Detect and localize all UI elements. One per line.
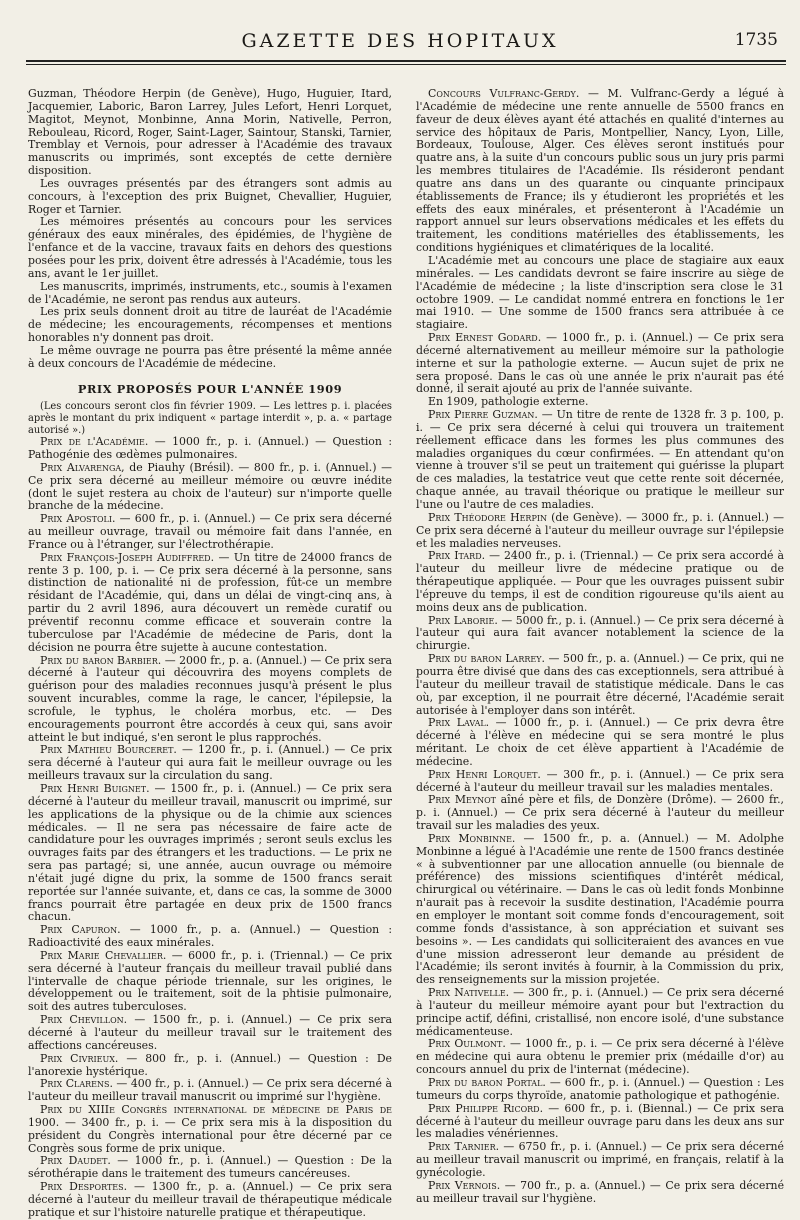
prize-text: — 300 fr., p. i. (Annuel.) — Ce prix sera décerné à l'auteur du meilleur mémoire ayant pour but l'extraction du principe actif, défini, cristallisé, non encore isolé, d'une substance médicamenteuse. bbox=[416, 986, 784, 1038]
prize-name: Prix Chevillon. bbox=[40, 1013, 128, 1027]
prize-text: — Un titre de rente de 1328 fr. 3 p. 100, p. i. — Ce prix sera décerné à celui qui trouvera un traitement réellement efficace dans les formes les plus communes des maladies organiques du cœur confirmées. — En attendant qu'on vienne à trouver s'il se peut un traitement qui guérisse la plupart de ces maladies, la testatrice veut que cette rente soit décernée, chaque année, au travail théorique ou pratique le meilleur sur l'une ou l'autre de ces maladies. bbox=[416, 408, 784, 511]
prize-name: Prix Desportes. bbox=[40, 1180, 128, 1194]
prize-list-left bbox=[28, 436, 392, 1219]
journal-title: GAZETTE DES HOPITAUX bbox=[241, 30, 559, 52]
prize-entry bbox=[28, 462, 392, 513]
prize-text: — 500 fr., p. a. (Annuel.) — Ce prix, qui ne pourra être divisé que dans des cas exceptionnels, sera attribué à l'auteur du meilleur travail de statistique médicale. Dans le cas où, par exception, il ne pourrait être décerné, l'Académie serait autorisée à l'employer dans son intérêt. bbox=[416, 652, 784, 717]
prize-entry bbox=[416, 1038, 784, 1077]
prize-list-right bbox=[416, 88, 784, 1205]
prize-text: — Un titre de 24000 francs de rente 3 p. 100, p. i. — Ce prix sera décerné à la personne, sans distinction de nationalité ni de profession, fût-ce un membre résidant de l'Académie, qui, dans un délai de vingt-cinq ans, à partir du 2 avril 1896, aura découvert un remède curatif ou préventif reconnu comme efficace et souverain contre la tuberculose par l'Académie de médecine de Paris, dont la décision ne pourra être sujette à aucune contestation. bbox=[28, 550, 392, 654]
paragraph: Guzman, Théodore Herpin (de Genève), Hugo, Huguier, Itard, Jacquemier, Laboric, Baron Larrey, Jules Lefort, Henri Lorquet, Magitot, Meynot, Monbinne, Anna Morin, Nativelle, Perron, Rebouleau, Ricord, Roger, Saint-Lager, Saintour, Stanski, Tarnier, Tremblay et Vernois, pour adresser à l'Académie des travaux manuscrits ou imprimés, sont exceptés de cette dernière disposition. bbox=[28, 87, 392, 178]
prize-entry bbox=[28, 1053, 392, 1079]
section-title: PRIX PROPOSÉS POUR L'ANNÉE 1909 bbox=[77, 381, 343, 396]
prize-text: (de Genève). — 3000 fr., p. i. (Annuel.) — Ce prix sera décerné à l'auteur du meilleur ouvrage sur l'épilepsie et les maladies nerveuses. bbox=[416, 510, 784, 550]
prize-text: — 6000 fr., p. i. (Triennal.) — Ce prix sera décerné à l'auteur français du meilleur travail publié dans l'intervalle de chaque période triennale, sur les origines, le développement ou le traitement, soit de la phtisie pulmonaire, soit des autres tuberculoses. bbox=[28, 948, 393, 1014]
paragraph: Les mémoires présentés au concours pour les services généraux des eaux minérales, des épidémies, de l'hygiène de l'enfance et de la vaccine, travaux faits en dehors des questions posées pour les prix, doivent être adressés à l'Académie, tous les ans, avant le 1er juillet. bbox=[28, 215, 392, 280]
prize-entry bbox=[28, 744, 392, 783]
prize-text: — 300 fr., p. i. (Annuel.) — Ce prix sera décerné à l'auteur du meilleur travail sur les maladies mentales. bbox=[416, 767, 785, 794]
prize-text: — 1500 fr., p. i. (Annuel.) — Ce prix sera décerné à l'auteur du meilleur travail, manuscrit ou imprimé, sur les applications de la physique ou de la chimie aux sciences médicales. — Il ne sera pas nécessaire de faire acte de candidature pour les ouvrages imprimés ; seront seuls exclus les ouvrages faits par des étrangers et les traductions. — Le prix ne sera pas partagé; si, une année, aucun ouvrage ou mémoire n'était jugé digne du prix, la somme de 1500 francs serait reportée sur l'année suivante, et, dans ce cas, la somme de 3000 francs pourrait être partagée en deux prix de 1500 francs chacun. bbox=[28, 781, 392, 924]
prize-name: Prix Pierre Guzman. bbox=[428, 408, 538, 422]
prize-text: — 2000 fr., p. a. (Annuel.) — Ce prix sera décerné à l'auteur qui découvrira des moyens complets de guérison pour des maladies reconnues jusqu'à présent le plus souvent incurables, comme la rage, le cancer, l'épilepsie, la scrofule, le typhus, le choléra morbus, etc. — Des encouragements pourront être accordés à ceux qui, sans avoir atteint le but indiqué, s'en seront le plus rapprochés. bbox=[28, 653, 392, 744]
paragraph: Le même ouvrage ne pourra pas être présenté la même année à deux concours de l'Académie de médecine. bbox=[28, 343, 392, 370]
prize-text: — 1000 fr., p. i. (Annuel.) — Ce prix sera décerné alternativement au meilleur mémoire sur la pathologie interne et sur la pathologie externe. — Aucun sujet de prix ne sera proposé. Dans le cas où une année le prix n'aurait pas été donné, il serait ajouté au prix de l'année suivante. bbox=[416, 331, 784, 396]
prize-text: — 600 fr., p. i. (Annuel.) — Question : Les tumeurs du corps thyroïde, anatomie pathologique et pathogénie. bbox=[416, 1075, 784, 1102]
prize-entry bbox=[28, 783, 392, 924]
prize-text: — 600 fr., p. i. (Annuel.) — Ce prix sera décerné au meilleur ouvrage, travail ou mémoire fait dans l'année, en France ou à l'étranger, sur l'électrothérapie. bbox=[28, 512, 392, 551]
prize-name: Prix Clarens. bbox=[40, 1077, 113, 1091]
paragraph: Les manuscrits, imprimés, instruments, etc., soumis à l'examen de l'Académie, ne seront pas rendus aux auteurs. bbox=[28, 279, 392, 306]
prize-entry bbox=[416, 1180, 784, 1206]
prize-name: Prix Ernest Godard. bbox=[428, 331, 542, 345]
prize-name: Prix Civrieux. bbox=[40, 1051, 119, 1065]
prize-name: Prix Capuron. bbox=[40, 923, 121, 937]
prize-text: — 1000 fr., p. i. (Annuel.) — Question : Pathogénie des œdèmes pulmonaires. bbox=[28, 435, 392, 462]
prize-name: Prix Vernois. bbox=[428, 1178, 501, 1192]
prize-entry bbox=[28, 1014, 392, 1053]
paragraph: Les prix seuls donnent droit au titre de lauréat de l'Académie de médecine; les encouragements, récompenses et mentions honorables n'y donnent pas droit. bbox=[28, 305, 392, 345]
prize-entry bbox=[28, 1155, 392, 1181]
prize-text: — 1000 fr., p. i. — Ce prix sera décerné à l'élève en médecine qui aura obtenu le premier prix (médaille d'or) au concours annuel du prix de l'internat (médecine). bbox=[416, 1037, 784, 1077]
prize-text: aîné père et fils, de Donzère (Drôme). — 2600 fr., p. i. (Annuel.) — Ce prix sera décerné à l'auteur du meilleur travail sur les maladies des yeux. bbox=[416, 793, 784, 833]
left-column bbox=[28, 88, 392, 1220]
prize-entry bbox=[416, 1141, 784, 1180]
prize-text: — M. Vulfranc-Gerdy a légué à l'Académie de médecine une rente annuelle de 5500 francs en faveur de deux élèves ayant été attachés en qualité d'internes au service des hôpitaux de Paris, Montpellier, Nancy, Lyon, Lille, Bordeaux, Toulouse, Alger. Ces élèves seront institués pour quatre ans, à la suite d'un concours public sous un jury pris parmi les membres titulaires de l'Académie. Ils résideront pendant quatre ans dans un des quarante ou cinquante principaux établissements de France; ils y étudieront les propriétés et les effets des eaux minérales, et présenteront à l'Académie un rapport annuel sur leurs observations médicales et les effets du traitement, les conditions matérielles des établissements, les conditions hygiéniques et climatériques de la localité. bbox=[416, 87, 784, 255]
prize-entry bbox=[416, 1077, 784, 1103]
prize-name: Prix Henri Buignet. bbox=[40, 781, 150, 795]
prize-text: — 1000 fr., p. i. (Annuel.) — Ce prix devra être décerné à l'élève en médecine qui se sera montré le plus méritant. Le choix de cet élève appartient à l'Académie de médecine. bbox=[416, 716, 784, 768]
prize-name: Prix Tarnier. bbox=[428, 1140, 500, 1154]
prize-text: — 1300 fr., p. a. (Annuel.) — Ce prix sera décerné à l'auteur du meilleur travail de thérapeutique médicale pratique et sur l'histoire naturelle pratique et thérapeutique. bbox=[28, 1180, 393, 1219]
prize-entry bbox=[28, 655, 392, 745]
prize-entry bbox=[416, 550, 784, 614]
prize-name: Prix Monbinne. bbox=[428, 831, 516, 845]
right-column bbox=[416, 88, 784, 1205]
page-header bbox=[0, 30, 800, 66]
prize-text: — 600 fr., p. i. (Biennal.) — Ce prix sera décerné à l'auteur du meilleur ouvrage paru dans les deux ans sur les maladies vénériennes. bbox=[416, 1101, 784, 1141]
prize-entry bbox=[416, 987, 784, 1038]
prize-entry bbox=[416, 653, 784, 717]
prize-entry bbox=[416, 512, 784, 551]
prize-name: Prix de l'Académie. bbox=[40, 435, 149, 449]
prize-name: Prix du XIIIe Congrès international de médecine de Paris de 1900. bbox=[28, 1103, 392, 1129]
header-rule bbox=[26, 60, 786, 62]
prize-entry bbox=[28, 1181, 392, 1220]
prize-entry bbox=[416, 794, 784, 833]
prize-name: Prix Daudet. bbox=[40, 1154, 111, 1168]
prize-text: — 5000 fr., p. i. (Annuel.) — Ce prix sera décerné à l'auteur qui aura fait avancer notablement la science de la chirurgie. bbox=[416, 613, 785, 653]
prize-entry bbox=[416, 255, 784, 332]
prize-name: Prix Laborie. bbox=[428, 613, 498, 627]
prize-text: — 800 fr., p. i. (Annuel.) — Question : De l'anorexie hystérique. bbox=[28, 1051, 392, 1078]
prize-name: Prix du baron Barbier. bbox=[40, 653, 162, 667]
prize-text: — 2400 fr., p. i. (Triennal.) — Ce prix sera accordé à l'auteur du meilleur livre de médecine pratique ou de thérapeutique appliquée. — Pour que les ouvrages puissent subir l'épreuve du temps, il est de condition rigoureuse qu'ils aient au moins deux ans de publication. bbox=[416, 549, 785, 614]
prize-entry bbox=[28, 552, 392, 655]
prize-entry bbox=[28, 436, 392, 462]
prize-entry bbox=[416, 88, 784, 255]
prize-text: — 6750 fr., p. i. (Annuel.) — Ce prix sera décerné au meilleur travail manuscrit ou imprimé, en français, relatif à la gynécologie. bbox=[416, 1140, 784, 1179]
prize-text: L'Académie met au concours une place de stagiaire aux eaux minérales. — Les candidats devront se faire inscrire au siège de l'Académie de médecine ; la liste d'inscription sera close le 31 octobre 1909. — Le candidat nommé entrera en fonctions le 1er mai 1910. — Une somme de 1500 francs sera attribuée à ce stagiaire. bbox=[416, 253, 784, 332]
prize-name: Prix Laval. bbox=[428, 716, 490, 730]
prize-text: En 1909, pathologie externe. bbox=[428, 395, 589, 409]
prize-entry bbox=[416, 615, 784, 654]
prize-name: Prix François-Joseph Audiffred. bbox=[40, 550, 215, 564]
prize-entry bbox=[416, 332, 784, 396]
prize-text: — 400 fr., p. i. (Annuel.) — Ce prix sera décerné à l'auteur du meilleur travail manuscrit ou imprimé sur l'hygiène. bbox=[28, 1077, 392, 1104]
prize-name: Prix Alvarenga, bbox=[40, 460, 125, 474]
prize-entry bbox=[28, 1078, 392, 1104]
prize-text: de Piauhy (Brésil). — 800 fr., p. i. (Annuel.) — Ce prix sera décerné au meilleur mémoire ou œuvre inédite (dont le sujet restera au choix de l'auteur) sur n'importe quelle branche de la médecine. bbox=[28, 460, 392, 513]
prize-entry bbox=[28, 513, 392, 552]
paragraph: Les ouvrages présentés par des étrangers sont admis au concours, à l'exception des prix Buignet, Chevallier, Huguier, Roger et Tarnier. bbox=[28, 176, 392, 216]
prize-entry bbox=[28, 950, 392, 1014]
prize-text: — 700 fr., p. a. (Annuel.) — Ce prix sera décerné au meilleur travail sur l'hygiène. bbox=[416, 1178, 785, 1205]
prize-text: — 1500 fr., p. a. (Annuel.) — M. Adolphe Monbinne a légué à l'Académie une rente de 1500 francs destinée « à subventionner par une allocation annuelle (ou biennale de préférence) des missions scientifiques d'intérêt médical, chirurgical ou vétérinaire. — Dans le cas où ledit fonds Monbinne n'aurait pas à recevoir la susdite destination, l'Académie pourra en employer le montant soit comme fonds d'encouragement, soit comme fonds d'assistance, à son appréciation et suivant ses besoins ». — Les candidats qui solliciteraient des avances en vue d'une mission adresseront leur demande au président de l'Académie; ils seront invités à fournir, à la Commission du prix, des renseignements sur la mission projetée. bbox=[416, 831, 784, 987]
prize-text: — 1500 fr., p. i. (Annuel.) — Ce prix sera décerné à l'auteur du meilleur travail sur le traitement des affections cancéreuses. bbox=[28, 1013, 392, 1052]
prize-text: — 1000 fr., p. i. (Annuel.) — Question : De la sérothérapie dans le traitement des tumeurs cancéreuses. bbox=[28, 1154, 392, 1181]
prize-name: Concours Vulfranc-Gerdy. bbox=[428, 87, 580, 100]
prize-entry bbox=[28, 1104, 392, 1155]
prize-entry bbox=[416, 833, 784, 987]
prize-name: Prix Mathieu Bourceret. bbox=[40, 743, 177, 757]
prize-name: Prix Oulmont. bbox=[428, 1037, 506, 1051]
prize-name: Prix Marie Chevallier. bbox=[40, 948, 167, 962]
prize-name: Prix Théodore Herpin bbox=[428, 510, 547, 524]
prize-name: Prix du baron Portal. bbox=[428, 1075, 546, 1089]
prize-text: — 3400 fr., p. i. — Ce prix sera mis à la disposition du président du Congrès international pour être décerné par ce Congrès sous forme de prix unique. bbox=[28, 1115, 392, 1155]
prize-entry bbox=[28, 924, 392, 950]
section-note: (Les concours seront clos fin février 1909. — Les lettres p. i. placées après le montant du prix indiquent « partage interdit », p. a. « partage autorisé ».) bbox=[28, 401, 392, 436]
prize-entry bbox=[416, 769, 784, 795]
prize-text: — 1200 fr., p. i. (Annuel.) — Ce prix sera décerné à l'auteur qui aura fait le meilleur ouvrage ou les meilleurs travaux sur la circulation du sang. bbox=[28, 743, 392, 783]
page-number: 1735 bbox=[734, 30, 778, 50]
prize-name: Prix Apostoli. bbox=[40, 512, 116, 526]
header-rule-thin bbox=[26, 64, 786, 65]
prize-name: Prix du baron Larrey. bbox=[428, 652, 545, 666]
prize-entry bbox=[416, 717, 784, 768]
prize-entry bbox=[416, 1103, 784, 1142]
prize-text: — 1000 fr., p. a. (Annuel.) — Question : Radioactivité des eaux minérales. bbox=[28, 923, 393, 950]
prize-name: Prix Nativelle. bbox=[428, 986, 510, 1000]
prize-name: Prix Henri Lorquet. bbox=[428, 767, 541, 781]
prize-name: Prix Itard. bbox=[428, 549, 486, 563]
prize-name: Prix Meynot bbox=[428, 793, 497, 807]
prize-entry bbox=[416, 409, 784, 512]
prize-name: Prix Philippe Ricord. bbox=[428, 1101, 544, 1115]
